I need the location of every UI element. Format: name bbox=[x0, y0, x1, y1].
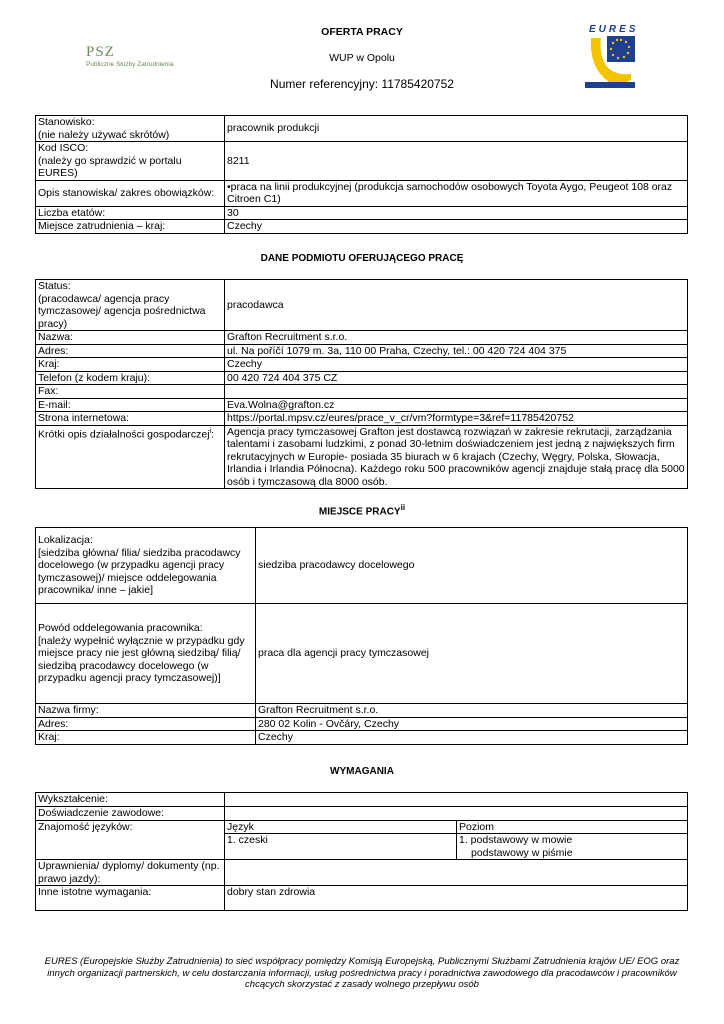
experience-label: Doświadczenie zawodowe: bbox=[36, 807, 225, 821]
place-table bbox=[35, 527, 688, 745]
company-name-value: Grafton Recruitment s.r.o. bbox=[256, 704, 688, 718]
table-row bbox=[36, 358, 688, 372]
isco-label: Kod ISCO: (należy go sprawdzić w portalu EURES) bbox=[36, 142, 225, 181]
footnote-marker: i bbox=[209, 427, 212, 435]
activity-value: Agencja pracy tymczasowej Grafton jest dostawcą rozwiązań w zakresie rekrutacji, zarządzania talentami i zasobami ludzkimi, z ponad 30-letnim doświadczeniem jest jedną z największych firm rekrutacyjnych w Europie- posiada 35 biurach w 6 krajach (Czechy, Węgry, Polska, Słowacja, Irlandia i Irlandia Północna). Każdego roku 500 pracowników agencji znajduje stałą pracę dla 5000 osób i tymczasową dla 8000 osób. bbox=[225, 425, 688, 489]
requirements-table bbox=[35, 792, 688, 911]
name-label: Nazwa: bbox=[36, 331, 225, 345]
table-row bbox=[36, 717, 688, 731]
table-row bbox=[36, 807, 688, 821]
positions-value: 30 bbox=[225, 206, 688, 220]
address-value: ul. Na poříčí 1079 m. 3a, 110 00 Praha, Czechy, tel.: 00 420 724 404 375 bbox=[225, 344, 688, 358]
place-heading-text: MIEJSCE PRACY bbox=[318, 506, 401, 518]
location-value: siedziba pracodawcy docelowego bbox=[256, 528, 688, 604]
employer-heading: DANE PODMIOTU OFERUJĄCEGO PRACĘ bbox=[260, 253, 464, 264]
table-row bbox=[36, 206, 688, 220]
place-address-label: Adres: bbox=[36, 717, 256, 731]
company-name-label: Nazwa firmy: bbox=[36, 704, 256, 718]
level-column-header: Poziom bbox=[457, 820, 688, 834]
isco-value: 8211 bbox=[225, 142, 688, 181]
description-value: •praca na linii produkcyjnej (produkcja samochodów osobowych Toyota Aygo, Peugeot 108 oraz Citroen C1) bbox=[225, 180, 688, 206]
other-value: dobry stan zdrowia bbox=[225, 886, 688, 911]
country-label: Kraj: bbox=[36, 358, 225, 372]
table-row bbox=[36, 412, 688, 426]
eures-logo-text: EURES bbox=[589, 24, 639, 35]
positions-label: Liczba etatów: bbox=[36, 206, 225, 220]
place-country-value: Czechy bbox=[256, 731, 688, 745]
requirements-heading: WYMAGANIA bbox=[330, 766, 394, 777]
table-row bbox=[36, 331, 688, 345]
table-row bbox=[36, 142, 688, 181]
country-value: Czechy bbox=[225, 358, 688, 372]
status-value: pracodawca bbox=[225, 280, 688, 331]
table-row bbox=[36, 820, 688, 834]
website-label: Strona internetowa: bbox=[36, 412, 225, 426]
language-column-header: Język bbox=[225, 820, 457, 834]
reference-number: Numer referencyjny: 11785420752 bbox=[270, 77, 454, 91]
footnote-marker: ii bbox=[400, 503, 406, 512]
activity-label-text: Krótki opis działalności gospodarczej bbox=[38, 428, 210, 440]
place-address-value: 280 02 Kolin - Ovčáry, Czechy bbox=[256, 717, 688, 731]
language-level-writing: podstawowy w piśmie bbox=[471, 846, 573, 859]
languages-label: Znajomość języków: bbox=[36, 820, 225, 860]
table-row bbox=[36, 398, 688, 412]
table-row bbox=[36, 280, 688, 331]
employer-table bbox=[35, 279, 688, 489]
permissions-label: Uprawnienia/ dyplomy/ dokumenty (np. prawo jazdy): bbox=[36, 860, 225, 886]
email-label: E-mail: bbox=[36, 398, 225, 412]
table-row bbox=[36, 704, 688, 718]
table-row bbox=[36, 220, 688, 234]
permissions-value bbox=[225, 860, 688, 886]
language-level-speaking: 1. podstawowy w mowie bbox=[459, 834, 573, 846]
eures-logo bbox=[583, 24, 639, 90]
other-label: Inne istotne wymagania: bbox=[36, 886, 225, 911]
email-value[interactable]: Eva.Wolna@grafton.cz bbox=[225, 398, 688, 412]
table-row bbox=[36, 425, 688, 489]
secondment-label: Powód oddelegowania pracownika: [należy wypełnić wyłącznie w przypadku gdy miejsce pracy nie jest główną siedzibą/ filią/ siedzibą pracodawcy docelowego (w przypadku agencji pracy tymczasowej)] bbox=[36, 604, 256, 704]
description-label: Opis stanowiska/ zakres obowiązków: bbox=[36, 180, 225, 206]
activity-label-colon: : bbox=[211, 428, 215, 440]
place-country-label: Kraj: bbox=[36, 731, 256, 745]
language-name: 1. czeski bbox=[225, 834, 457, 860]
place-heading bbox=[0, 503, 724, 517]
office-name: WUP w Opolu bbox=[329, 52, 395, 64]
education-value bbox=[225, 793, 688, 807]
country-label: Miejsce zatrudnienia – kraj: bbox=[36, 220, 225, 234]
table-row bbox=[36, 886, 688, 911]
table-row bbox=[36, 371, 688, 385]
job-title-label: Stanowisko: (nie należy używać skrótów) bbox=[36, 116, 225, 142]
offer-title: OFERTA PRACY bbox=[321, 26, 403, 38]
activity-label bbox=[36, 425, 225, 489]
table-row bbox=[36, 604, 688, 704]
status-label: Status: (pracodawca/ agencja pracy tymczasowej/ agencja pośrednictwa pracy) bbox=[36, 280, 225, 331]
table-row bbox=[36, 344, 688, 358]
table-row bbox=[36, 793, 688, 807]
job-table bbox=[35, 115, 688, 234]
psz-logo-subtitle: Publiczne Służby Zatrudnienia bbox=[86, 61, 174, 68]
table-row bbox=[36, 731, 688, 745]
website-value[interactable]: https://portal.mpsv.cz/eures/prace_v_cr/vm?formtype=3&ref=11785420752 bbox=[225, 412, 688, 426]
address-label: Adres: bbox=[36, 344, 225, 358]
experience-value bbox=[225, 807, 688, 821]
footer-note: EURES (Europejskie Służby Zatrudnienia) to sieć współpracy pomiędzy Komisją Europejską, Publicznymi Służbami Zatrudnienia krajów UE/ EOG oraz innych organizacji partnerskich, w celu dostarczania informacji, usług pośrednictwa pracy i poradnictwa zawodowego dla pracodawców i pracowników chcących skorzystać z zasady wolnego przepływu osób bbox=[44, 956, 680, 990]
table-row bbox=[36, 528, 688, 604]
job-title-value: pracownik produkcji bbox=[225, 116, 688, 142]
table-row bbox=[36, 385, 688, 399]
table-row bbox=[36, 860, 688, 886]
location-label: Lokalizacja: [siedziba główna/ filia/ siedziba pracodawcy docelowego (w przypadku agencji pracy tymczasowej)/ miejsce oddelegowania pracownika/ inne – jakie] bbox=[36, 528, 256, 604]
fax-value bbox=[225, 385, 688, 399]
table-row bbox=[36, 116, 688, 142]
language-level bbox=[457, 834, 688, 860]
phone-label: Telefon (z kodem kraju): bbox=[36, 371, 225, 385]
fax-label: Fax: bbox=[36, 385, 225, 399]
phone-value: 00 420 724 404 375 CZ bbox=[225, 371, 688, 385]
name-value: Grafton Recruitment s.r.o. bbox=[225, 331, 688, 345]
table-row bbox=[36, 180, 688, 206]
country-value: Czechy bbox=[225, 220, 688, 234]
psz-logo-text: PSZ bbox=[86, 44, 115, 60]
secondment-value: praca dla agencji pracy tymczasowej bbox=[256, 604, 688, 704]
education-label: Wykształcenie: bbox=[36, 793, 225, 807]
